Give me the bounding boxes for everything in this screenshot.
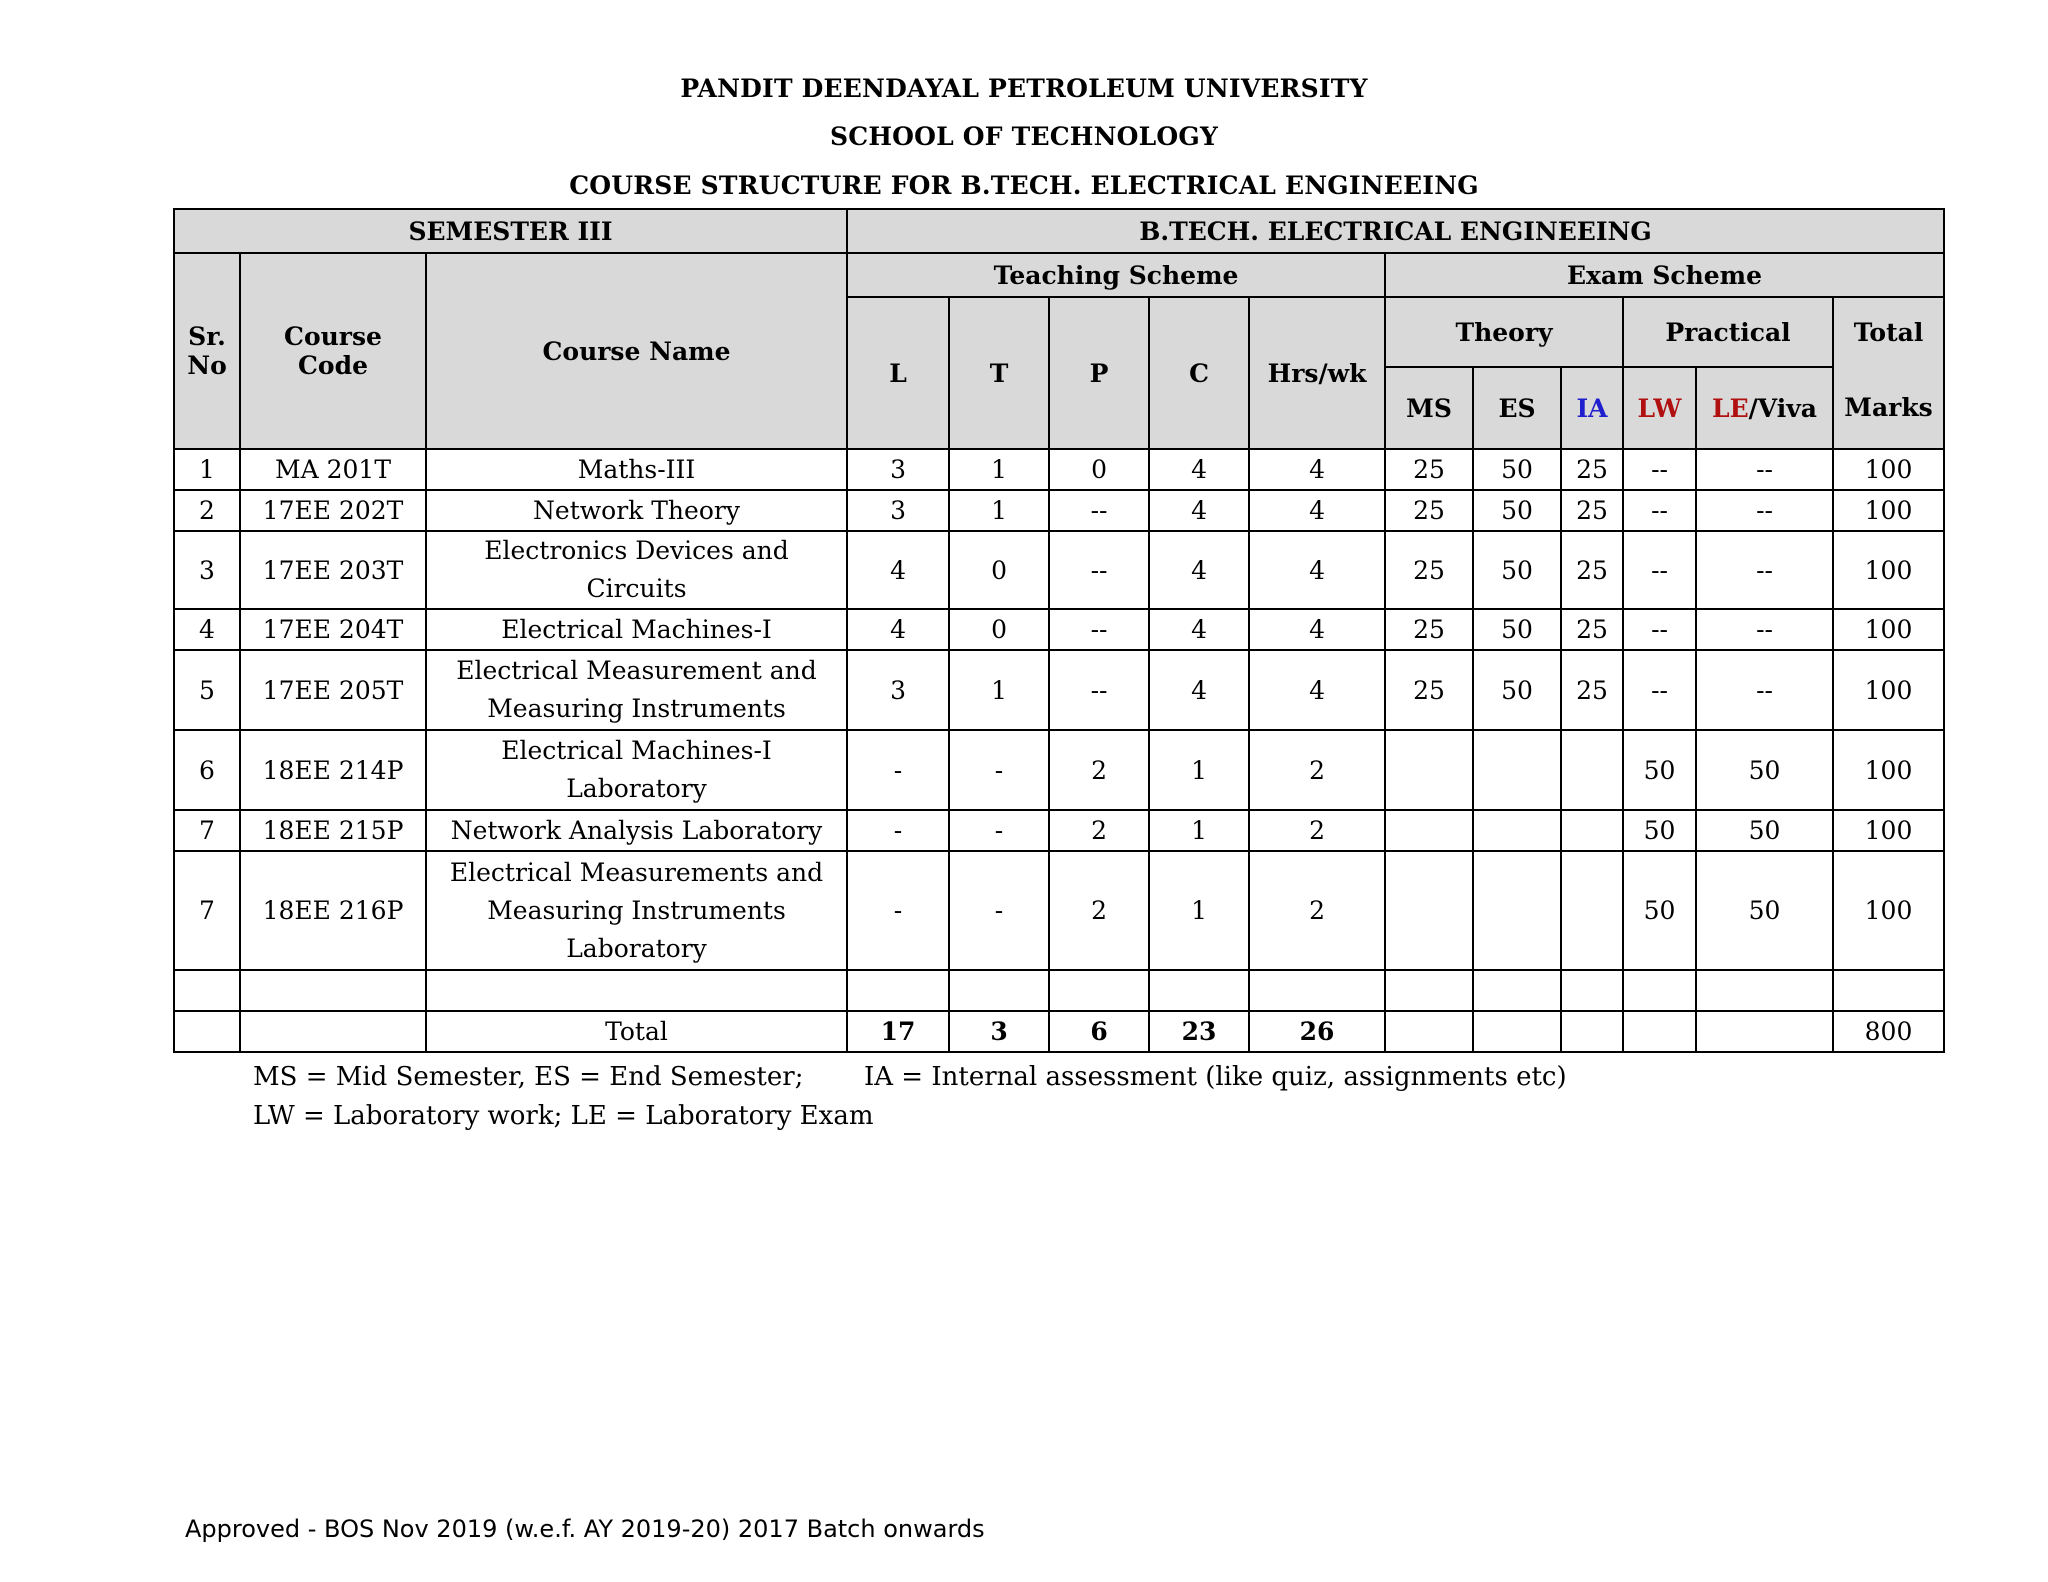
- total-header: Total: [1833, 297, 1944, 367]
- total-cell: 100: [1833, 490, 1944, 531]
- course-name-header: Course Name: [426, 253, 847, 449]
- code-cell: 18EE 214P: [240, 730, 426, 810]
- es-cell: 50: [1473, 490, 1561, 531]
- total-cell: 100: [1833, 730, 1944, 810]
- l-cell: -: [847, 730, 949, 810]
- t-cell: 1: [949, 490, 1049, 531]
- total-cell: 100: [1833, 531, 1944, 609]
- table-row: [174, 490, 1944, 531]
- empty-row: [174, 970, 1944, 1011]
- sr-cell: 3: [174, 531, 240, 609]
- code-cell: 17EE 205T: [240, 650, 426, 730]
- le-cell: --: [1696, 609, 1833, 650]
- ia-cell: [1561, 851, 1623, 970]
- le-cell: --: [1696, 650, 1833, 730]
- p-cell: 2: [1049, 810, 1149, 851]
- name-cell: Network Theory: [426, 490, 847, 531]
- ms-cell: [1385, 851, 1473, 970]
- p-cell: 2: [1049, 730, 1149, 810]
- sr-cell: 7: [174, 810, 240, 851]
- c-cell: 4: [1149, 609, 1249, 650]
- le-cell: --: [1696, 449, 1833, 490]
- name-cell: Electrical Machines-I: [426, 609, 847, 650]
- ia-cell: 25: [1561, 650, 1623, 730]
- es-cell: 50: [1473, 650, 1561, 730]
- code-cell: 17EE 202T: [240, 490, 426, 531]
- sr-cell: 7: [174, 851, 240, 970]
- p-header: P: [1049, 297, 1149, 449]
- p-cell: 0: [1049, 449, 1149, 490]
- table-row: [174, 531, 1944, 609]
- lw-cell: --: [1623, 609, 1696, 650]
- p-cell: --: [1049, 490, 1149, 531]
- le-label: LE: [1712, 393, 1749, 423]
- le-cell: --: [1696, 490, 1833, 531]
- teaching-scheme-header: Teaching Scheme: [847, 253, 1385, 297]
- es-cell: [1473, 730, 1561, 810]
- code-cell: 17EE 203T: [240, 531, 426, 609]
- marks-header: Marks: [1833, 367, 1944, 449]
- ia-cell: 25: [1561, 609, 1623, 650]
- hrs-cell: 4: [1249, 490, 1385, 531]
- t-cell: 1: [949, 449, 1049, 490]
- name-cell: Electrical Machines-I Laboratory: [426, 730, 847, 810]
- viva-label: /Viva: [1748, 393, 1817, 423]
- lw-cell: --: [1623, 650, 1696, 730]
- code-cell: 17EE 204T: [240, 609, 426, 650]
- ms-header: MS: [1385, 367, 1473, 449]
- total-marks: 800: [1833, 1011, 1944, 1052]
- ia-cell: 25: [1561, 531, 1623, 609]
- code-cell: 18EE 215P: [240, 810, 426, 851]
- le-cell: 50: [1696, 730, 1833, 810]
- t-cell: -: [949, 810, 1049, 851]
- c-cell: 1: [1149, 810, 1249, 851]
- c-cell: 4: [1149, 531, 1249, 609]
- university-title: PANDIT DEENDAYAL PETROLEUM UNIVERSITY: [680, 74, 1368, 103]
- sr-cell: 6: [174, 730, 240, 810]
- ms-cell: 25: [1385, 449, 1473, 490]
- table-row: [174, 851, 1944, 970]
- sr-no-header: Sr. No: [174, 253, 240, 449]
- lw-cell: --: [1623, 531, 1696, 609]
- c-cell: 1: [1149, 730, 1249, 810]
- c-cell: 4: [1149, 449, 1249, 490]
- t-header: T: [949, 297, 1049, 449]
- table-row: [174, 730, 1944, 810]
- es-cell: 50: [1473, 609, 1561, 650]
- le-cell: 50: [1696, 851, 1833, 970]
- l-cell: 4: [847, 531, 949, 609]
- table-row: [174, 609, 1944, 650]
- es-cell: [1473, 851, 1561, 970]
- course-structure-table: [173, 208, 1945, 1053]
- t-cell: 0: [949, 531, 1049, 609]
- total-row: [174, 1011, 1944, 1052]
- hrs-wk-header: Hrs/wk: [1249, 297, 1385, 449]
- hrs-cell: 4: [1249, 531, 1385, 609]
- ia-cell: [1561, 730, 1623, 810]
- es-cell: [1473, 810, 1561, 851]
- total-c: 23: [1149, 1011, 1249, 1052]
- legend-ia: IA = Internal assessment (like quiz, assignments etc): [864, 1062, 1567, 1092]
- l-cell: 4: [847, 609, 949, 650]
- total-label: Total: [426, 1011, 847, 1052]
- total-cell: 100: [1833, 851, 1944, 970]
- code-cell: 18EE 216P: [240, 851, 426, 970]
- legend-ms-es: MS = Mid Semester, ES = End Semester;: [253, 1062, 804, 1092]
- lw-cell: 50: [1623, 730, 1696, 810]
- le-cell: --: [1696, 531, 1833, 609]
- sr-cell: 5: [174, 650, 240, 730]
- total-cell: 100: [1833, 449, 1944, 490]
- hrs-cell: 4: [1249, 609, 1385, 650]
- school-title: SCHOOL OF TECHNOLOGY: [830, 122, 1218, 151]
- t-cell: 1: [949, 650, 1049, 730]
- name-cell: Electronics Devices and Circuits: [426, 531, 847, 609]
- es-cell: 50: [1473, 531, 1561, 609]
- total-cell: 100: [1833, 650, 1944, 730]
- name-cell: Electrical Measurement and Measuring Instruments: [426, 650, 847, 730]
- practical-header: Practical: [1623, 297, 1833, 367]
- total-l: 17: [847, 1011, 949, 1052]
- sr-cell: 1: [174, 449, 240, 490]
- p-cell: --: [1049, 650, 1149, 730]
- es-cell: 50: [1473, 449, 1561, 490]
- l-cell: -: [847, 851, 949, 970]
- l-cell: 3: [847, 449, 949, 490]
- ms-cell: [1385, 730, 1473, 810]
- program-header: B.TECH. ELECTRICAL ENGINEEING: [847, 209, 1944, 253]
- total-t: 3: [949, 1011, 1049, 1052]
- hrs-cell: 4: [1249, 650, 1385, 730]
- ms-cell: 25: [1385, 650, 1473, 730]
- c-cell: 1: [1149, 851, 1249, 970]
- ia-cell: 25: [1561, 490, 1623, 531]
- hrs-cell: 2: [1249, 810, 1385, 851]
- total-cell: 100: [1833, 609, 1944, 650]
- sr-cell: 4: [174, 609, 240, 650]
- p-cell: --: [1049, 531, 1149, 609]
- l-cell: 3: [847, 650, 949, 730]
- ia-cell: 25: [1561, 449, 1623, 490]
- le-cell: 50: [1696, 810, 1833, 851]
- t-cell: -: [949, 851, 1049, 970]
- ms-cell: 25: [1385, 490, 1473, 531]
- name-cell: Electrical Measurements and Measuring Instruments Laboratory: [426, 851, 847, 970]
- lw-cell: 50: [1623, 810, 1696, 851]
- lw-cell: --: [1623, 449, 1696, 490]
- name-cell: Network Analysis Laboratory: [426, 810, 847, 851]
- ia-cell: [1561, 810, 1623, 851]
- approval-footer: Approved - BOS Nov 2019 (w.e.f. AY 2019-20) 2017 Batch onwards: [185, 1515, 985, 1543]
- ms-cell: 25: [1385, 531, 1473, 609]
- hrs-cell: 4: [1249, 449, 1385, 490]
- course-code-header: Course Code: [240, 253, 426, 449]
- total-cell: 100: [1833, 810, 1944, 851]
- total-hrs: 26: [1249, 1011, 1385, 1052]
- es-header: ES: [1473, 367, 1561, 449]
- l-cell: 3: [847, 490, 949, 531]
- total-p: 6: [1049, 1011, 1149, 1052]
- ms-cell: [1385, 810, 1473, 851]
- ms-cell: 25: [1385, 609, 1473, 650]
- sr-cell: 2: [174, 490, 240, 531]
- l-header: L: [847, 297, 949, 449]
- l-cell: -: [847, 810, 949, 851]
- lw-header: LW: [1623, 367, 1696, 449]
- ia-header: IA: [1561, 367, 1623, 449]
- p-cell: 2: [1049, 851, 1149, 970]
- code-cell: MA 201T: [240, 449, 426, 490]
- course-structure-title: COURSE STRUCTURE FOR B.TECH. ELECTRICAL ENGINEEING: [569, 171, 1479, 200]
- hrs-cell: 2: [1249, 730, 1385, 810]
- table-row: [174, 810, 1944, 851]
- semester-header: SEMESTER III: [174, 209, 847, 253]
- c-cell: 4: [1149, 490, 1249, 531]
- hrs-cell: 2: [1249, 851, 1385, 970]
- theory-header: Theory: [1385, 297, 1623, 367]
- p-cell: --: [1049, 609, 1149, 650]
- table-row: [174, 650, 1944, 730]
- c-cell: 4: [1149, 650, 1249, 730]
- lw-cell: --: [1623, 490, 1696, 531]
- t-cell: -: [949, 730, 1049, 810]
- c-header: C: [1149, 297, 1249, 449]
- lw-cell: 50: [1623, 851, 1696, 970]
- le-viva-header: [1696, 367, 1833, 449]
- legend-lw-le: LW = Laboratory work; LE = Laboratory Exam: [253, 1101, 874, 1131]
- name-cell: Maths-III: [426, 449, 847, 490]
- exam-scheme-header: Exam Scheme: [1385, 253, 1944, 297]
- t-cell: 0: [949, 609, 1049, 650]
- table-row: [174, 449, 1944, 490]
